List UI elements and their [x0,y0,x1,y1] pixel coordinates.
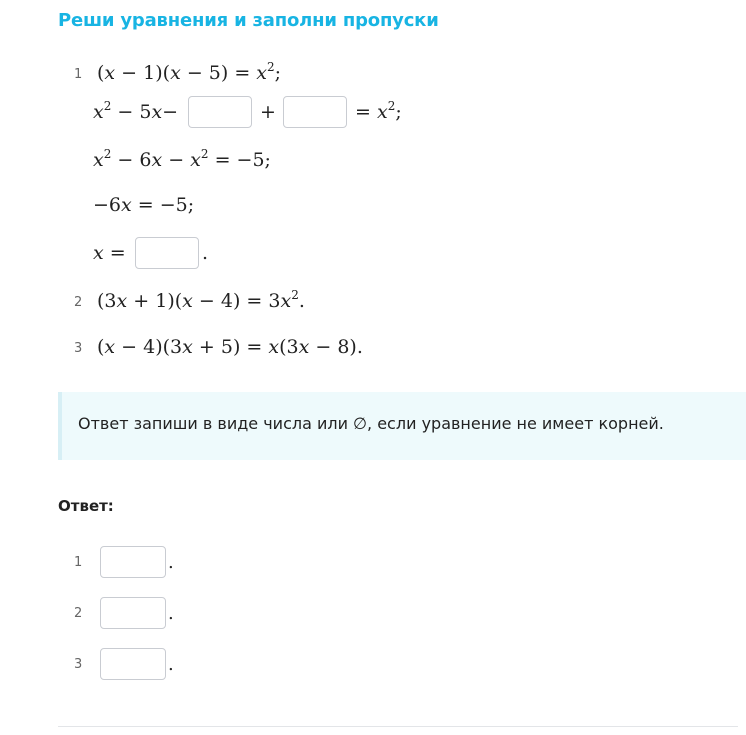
equation-1-line-3: $x^2 - 6x - x^2 = -5$; [93,147,271,171]
equation-1-line-1: $(x - 1)(x - 5) = x^2$; [97,60,282,84]
hint-box [58,392,746,460]
equation-1-line-2-suffix: = $x^2$; [355,99,402,123]
equation-number-2: 2 [74,295,83,310]
equation-1-line-4: −6x = −5; [93,194,195,216]
plus-sign: + [260,101,276,123]
equation-1-line-5-prefix: x = [93,242,126,264]
answer-dot-2: . [168,603,174,624]
answer-number-2: 2 [74,606,83,621]
blank-input-3[interactable] [135,237,199,269]
equation-1-line-5-dot: . [202,242,209,264]
answer-label: Ответ: [58,497,114,515]
answer-dot-1: . [168,552,174,573]
equation-number-1: 1 [74,67,83,82]
answer-input-3[interactable] [100,648,166,680]
answer-number-3: 3 [74,657,83,672]
answer-dot-3: . [168,654,174,675]
hint-text: Ответ запиши в виде числа или ∅, если уравнение не имеет корней. [78,414,664,433]
task-title: Реши уравнения и заполни пропуски [58,10,439,31]
blank-input-2[interactable] [283,96,347,128]
answer-number-1: 1 [74,555,83,570]
equation-2: $(3x + 1)(x - 4) = 3x^2$. [97,288,305,312]
equation-3: (x − 4)(3x + 5) = x(3x − 8). [97,336,363,358]
blank-input-1[interactable] [188,96,252,128]
bottom-divider [58,726,738,727]
equation-1-line-2-prefix: $x^2 - 5x-$ [93,99,179,123]
answer-input-1[interactable] [100,546,166,578]
answer-input-2[interactable] [100,597,166,629]
equation-number-3: 3 [74,341,83,356]
